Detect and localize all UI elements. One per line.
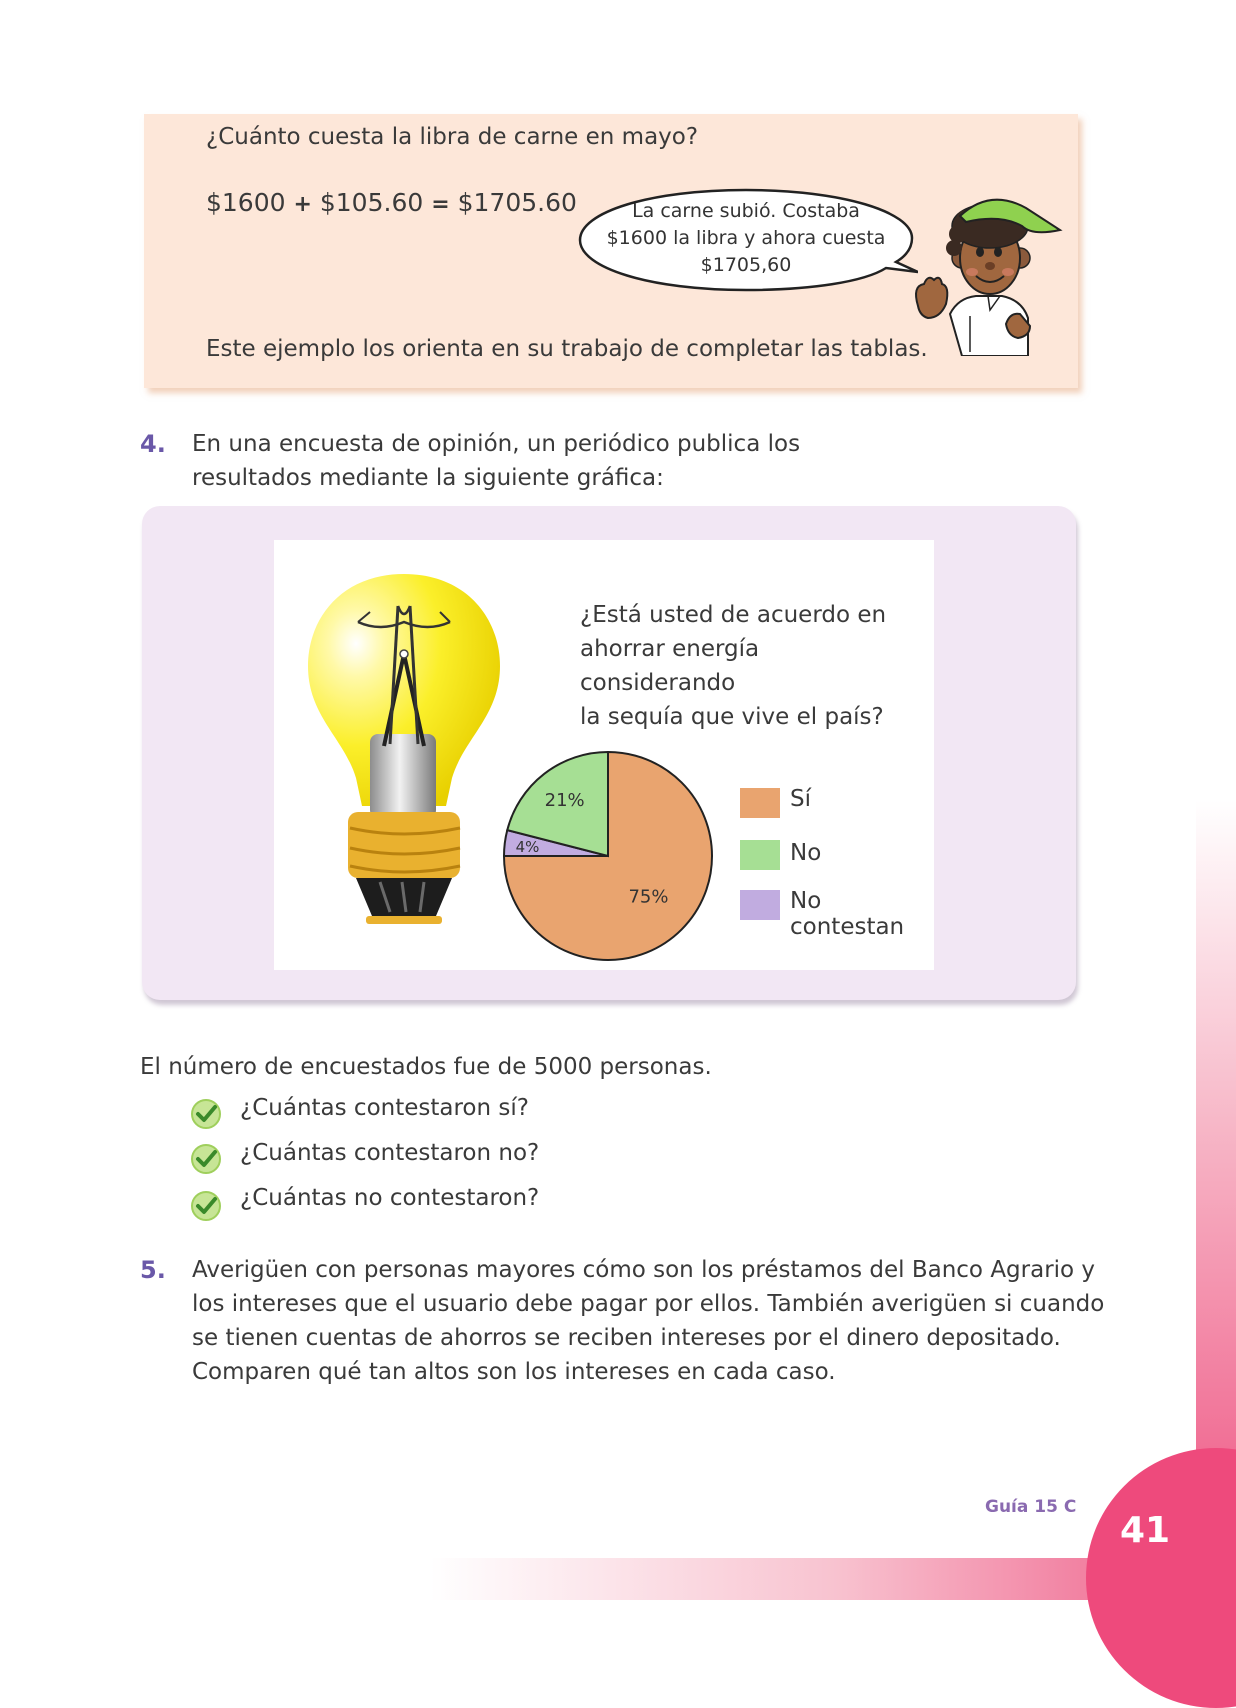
example-note: Este ejemplo los orienta en su trabajo de completar las tablas. [206,336,928,362]
eq-operand-b: $105.60 [319,188,424,217]
item-5-text [192,1253,1104,1389]
bubble-line-2: $1600 la libra y ahora cuesta [606,227,886,249]
chart-title-line-1: ¿Está usted de acuerdo en [580,602,887,628]
light-bulb-illustration [294,566,514,946]
example-equation [206,188,577,217]
item-4-text [192,427,800,495]
legend-label-no-contestan: No contestan [790,888,905,940]
legend-label-no: No [790,840,822,866]
chart-title-line-2: ahorrar energía considerando [580,636,760,696]
item-4-line-1: En una encuesta de opinión, un periódico publica los [192,431,801,457]
item-5-line-1: Averigüen con personas mayores cómo son los préstamos del Banco Agrario y [192,1257,1096,1283]
pie-label-si: 75% [628,886,669,908]
pie-label-no-contestan: 4% [515,837,540,856]
eq-plus: + [293,192,312,217]
speech-bubble [574,186,918,296]
example-question: ¿Cuánto cuesta la libra de carne en mayo? [206,124,699,150]
item-5-line-3: se tienen cuentas de ahorros se reciben intereses por el dinero depositado. [192,1325,1061,1351]
item-5-line-2: los intereses que el usuario debe pagar por ellos. También averigüen si cuando [192,1291,1105,1317]
eq-result: $1705.60 [457,188,577,217]
page-number-badge [1086,1448,1236,1708]
legend-label-si: Sí [790,786,811,812]
chart-title [580,598,920,734]
item-4-number: 4. [140,430,166,458]
bubble-line-1: La carne subió. Costaba [632,200,860,222]
pie-label-no: 21% [544,790,585,812]
survey-intro: El número de encuestados fue de 5000 personas. [140,1054,712,1080]
eq-operand-a: $1600 [206,188,286,217]
item-5-number: 5. [140,1256,166,1284]
chart-area [274,540,934,970]
guide-label: Guía 15 C [985,1497,1077,1517]
survey-question-1: ¿Cuántas contestaron sí? [240,1095,529,1121]
checkmark-icon [190,1098,222,1130]
page-number: 41 [1120,1510,1171,1551]
bubble-line-3: $1705,60 [700,254,792,276]
eq-equals: = [431,192,450,217]
item-5-line-4: Comparen qué tan altos son los intereses en cada caso. [192,1359,836,1385]
legend-swatch-no-contestan [740,890,780,920]
legend-swatch-si [740,788,780,818]
checkmark-icon [190,1190,222,1222]
checkmark-icon [190,1143,222,1175]
boy-character-illustration [910,186,1072,356]
survey-question-2: ¿Cuántas contestaron no? [240,1140,540,1166]
survey-question-3: ¿Cuántas no contestaron? [240,1185,540,1211]
chart-title-line-3: la sequía que vive el país? [580,704,884,730]
pie-chart [498,746,718,966]
legend-swatch-no [740,840,780,870]
item-4-line-2: resultados mediante la siguiente gráfica: [192,465,664,491]
